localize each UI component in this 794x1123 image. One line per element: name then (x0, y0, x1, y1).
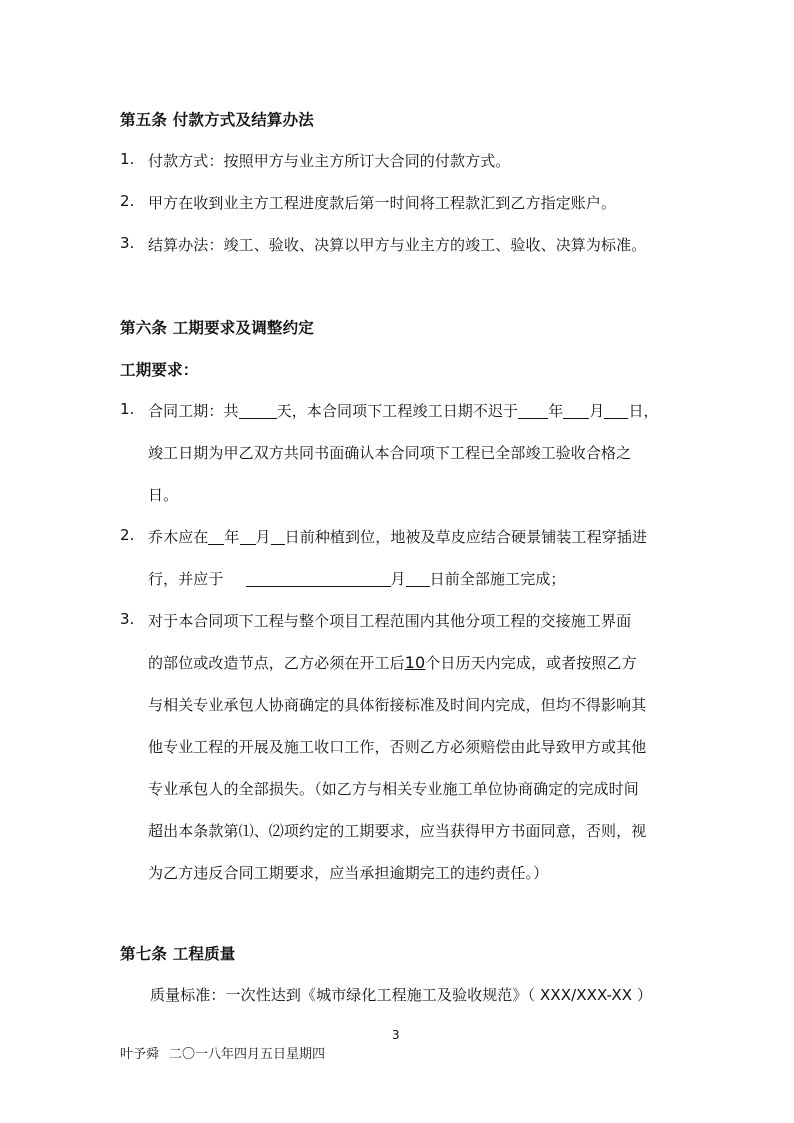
date-blank (246, 571, 391, 587)
s6-item-3-line-7: 为乙方违反合同工期要求，应当承担逾期完工的违约责任。） (148, 864, 549, 882)
s6-item-3-text-a: 的部位或改造节点，乙方必须在开工后 (148, 654, 405, 672)
s7-paragraph-1: 质量标准：一次性达到《城市绿化工程施工及验收规范》（ XXX/XXX-XX ） (150, 986, 653, 1004)
s6-item-3-line-2 (148, 652, 637, 673)
s6-item-3-line-4: 他专业工程的开展及施工收口工作，否则乙方必须赔偿由此导致甲方或其他 (148, 738, 647, 756)
year-blank (208, 529, 224, 545)
s6-item-3-line-3: 与相关专业承包人协商确定的具体衔接标准及时间内完成，但均不得影响其 (148, 696, 647, 714)
day-blank (271, 529, 285, 545)
year-blank (518, 403, 548, 419)
s5-item-3-text: 结算办法：竣工、验收、决算以甲方与业主方的竣工、验收、决算为标准。 (148, 236, 647, 254)
s6-item-2-text-d: 日前种植到位，地被及草皮应结合硬景铺装工程穿插进 (284, 528, 648, 546)
s6-item-1-line-2: 竣工日期为甲乙双方共同书面确认本合同项下工程已全部竣工验收合格之 (148, 444, 632, 462)
footer (120, 1043, 325, 1062)
month-blank (240, 529, 256, 545)
s6-item-2-text-a: 乔木应在 (148, 528, 209, 546)
section-5-heading: 第五条 付款方式及结算办法 (120, 111, 314, 129)
s6-item-3-line-1: 对于本合同项下工程与整个项目工程范围内其他分项工程的交接施工界面 (148, 612, 632, 630)
s6-item-2-line-2 (148, 568, 566, 589)
s6-item-3-line-6: 超出本条款第⑴、⑵项约定的工期要求，应当获得甲方书面同意，否则，视 (148, 822, 647, 840)
days-blank (239, 403, 277, 419)
s5-item-1-text: 付款方式：按照甲方与业主方所订大合同的付款方式。 (148, 152, 511, 170)
s6-item-3-line-5: 专业承包人的全部损失。（如乙方与相关专业施工单位协商确定的完成时间 (148, 780, 639, 798)
s5-item-1-number: 1. (120, 150, 135, 168)
s5-item-3-number: 3. (120, 234, 135, 252)
month-blank (563, 403, 589, 419)
footer-date: 二〇一八年四月五日星期四 (169, 1047, 326, 1062)
s6-item-1-text-b: 天，本合同项下工程竣工日期不迟于 (276, 402, 519, 420)
footer-author: 叶予舜 (120, 1047, 160, 1062)
s6-item-2-text-b: 年 (224, 528, 240, 546)
s6-item-2-text-g: 日前全部施工完成； (429, 570, 566, 588)
page-number: 3 (392, 1028, 400, 1042)
section-6-heading: 第六条 工期要求及调整约定 (120, 319, 314, 337)
s6-item-2-text-c: 月 (255, 528, 271, 546)
s6-item-3-number: 3. (120, 610, 135, 628)
day-blank (406, 571, 430, 587)
section-6-subheading: 工期要求： (120, 361, 199, 379)
s6-item-1-text-c: 年 (548, 402, 564, 420)
s5-item-2-number: 2. (120, 192, 135, 210)
s6-item-2-line-1 (148, 526, 647, 547)
calendar-days-value: 10 (404, 653, 426, 672)
s6-item-1-line-3: 日。 (148, 486, 179, 504)
s6-item-3-text-b: 个日历天内完成，或者按照乙方 (425, 654, 637, 672)
day-blank (604, 403, 628, 419)
section-7-heading: 第七条 工程质量 (120, 945, 236, 963)
s6-item-1-text-e: 日， (628, 402, 659, 420)
s6-item-2-text-f: 月 (390, 570, 406, 588)
s6-item-1-line-1 (148, 400, 659, 421)
s6-item-2-number: 2. (120, 526, 135, 544)
s6-item-2-text-e: 行，并应于 (148, 570, 224, 588)
s6-item-1-text-d: 月 (589, 402, 605, 420)
s5-item-2-text: 甲方在收到业主方工程进度款后第一时间将工程款汇到乙方指定账户。 (148, 194, 617, 212)
s6-item-1-number: 1. (120, 400, 135, 418)
s6-item-1-text-a: 合同工期：共 (148, 402, 239, 420)
